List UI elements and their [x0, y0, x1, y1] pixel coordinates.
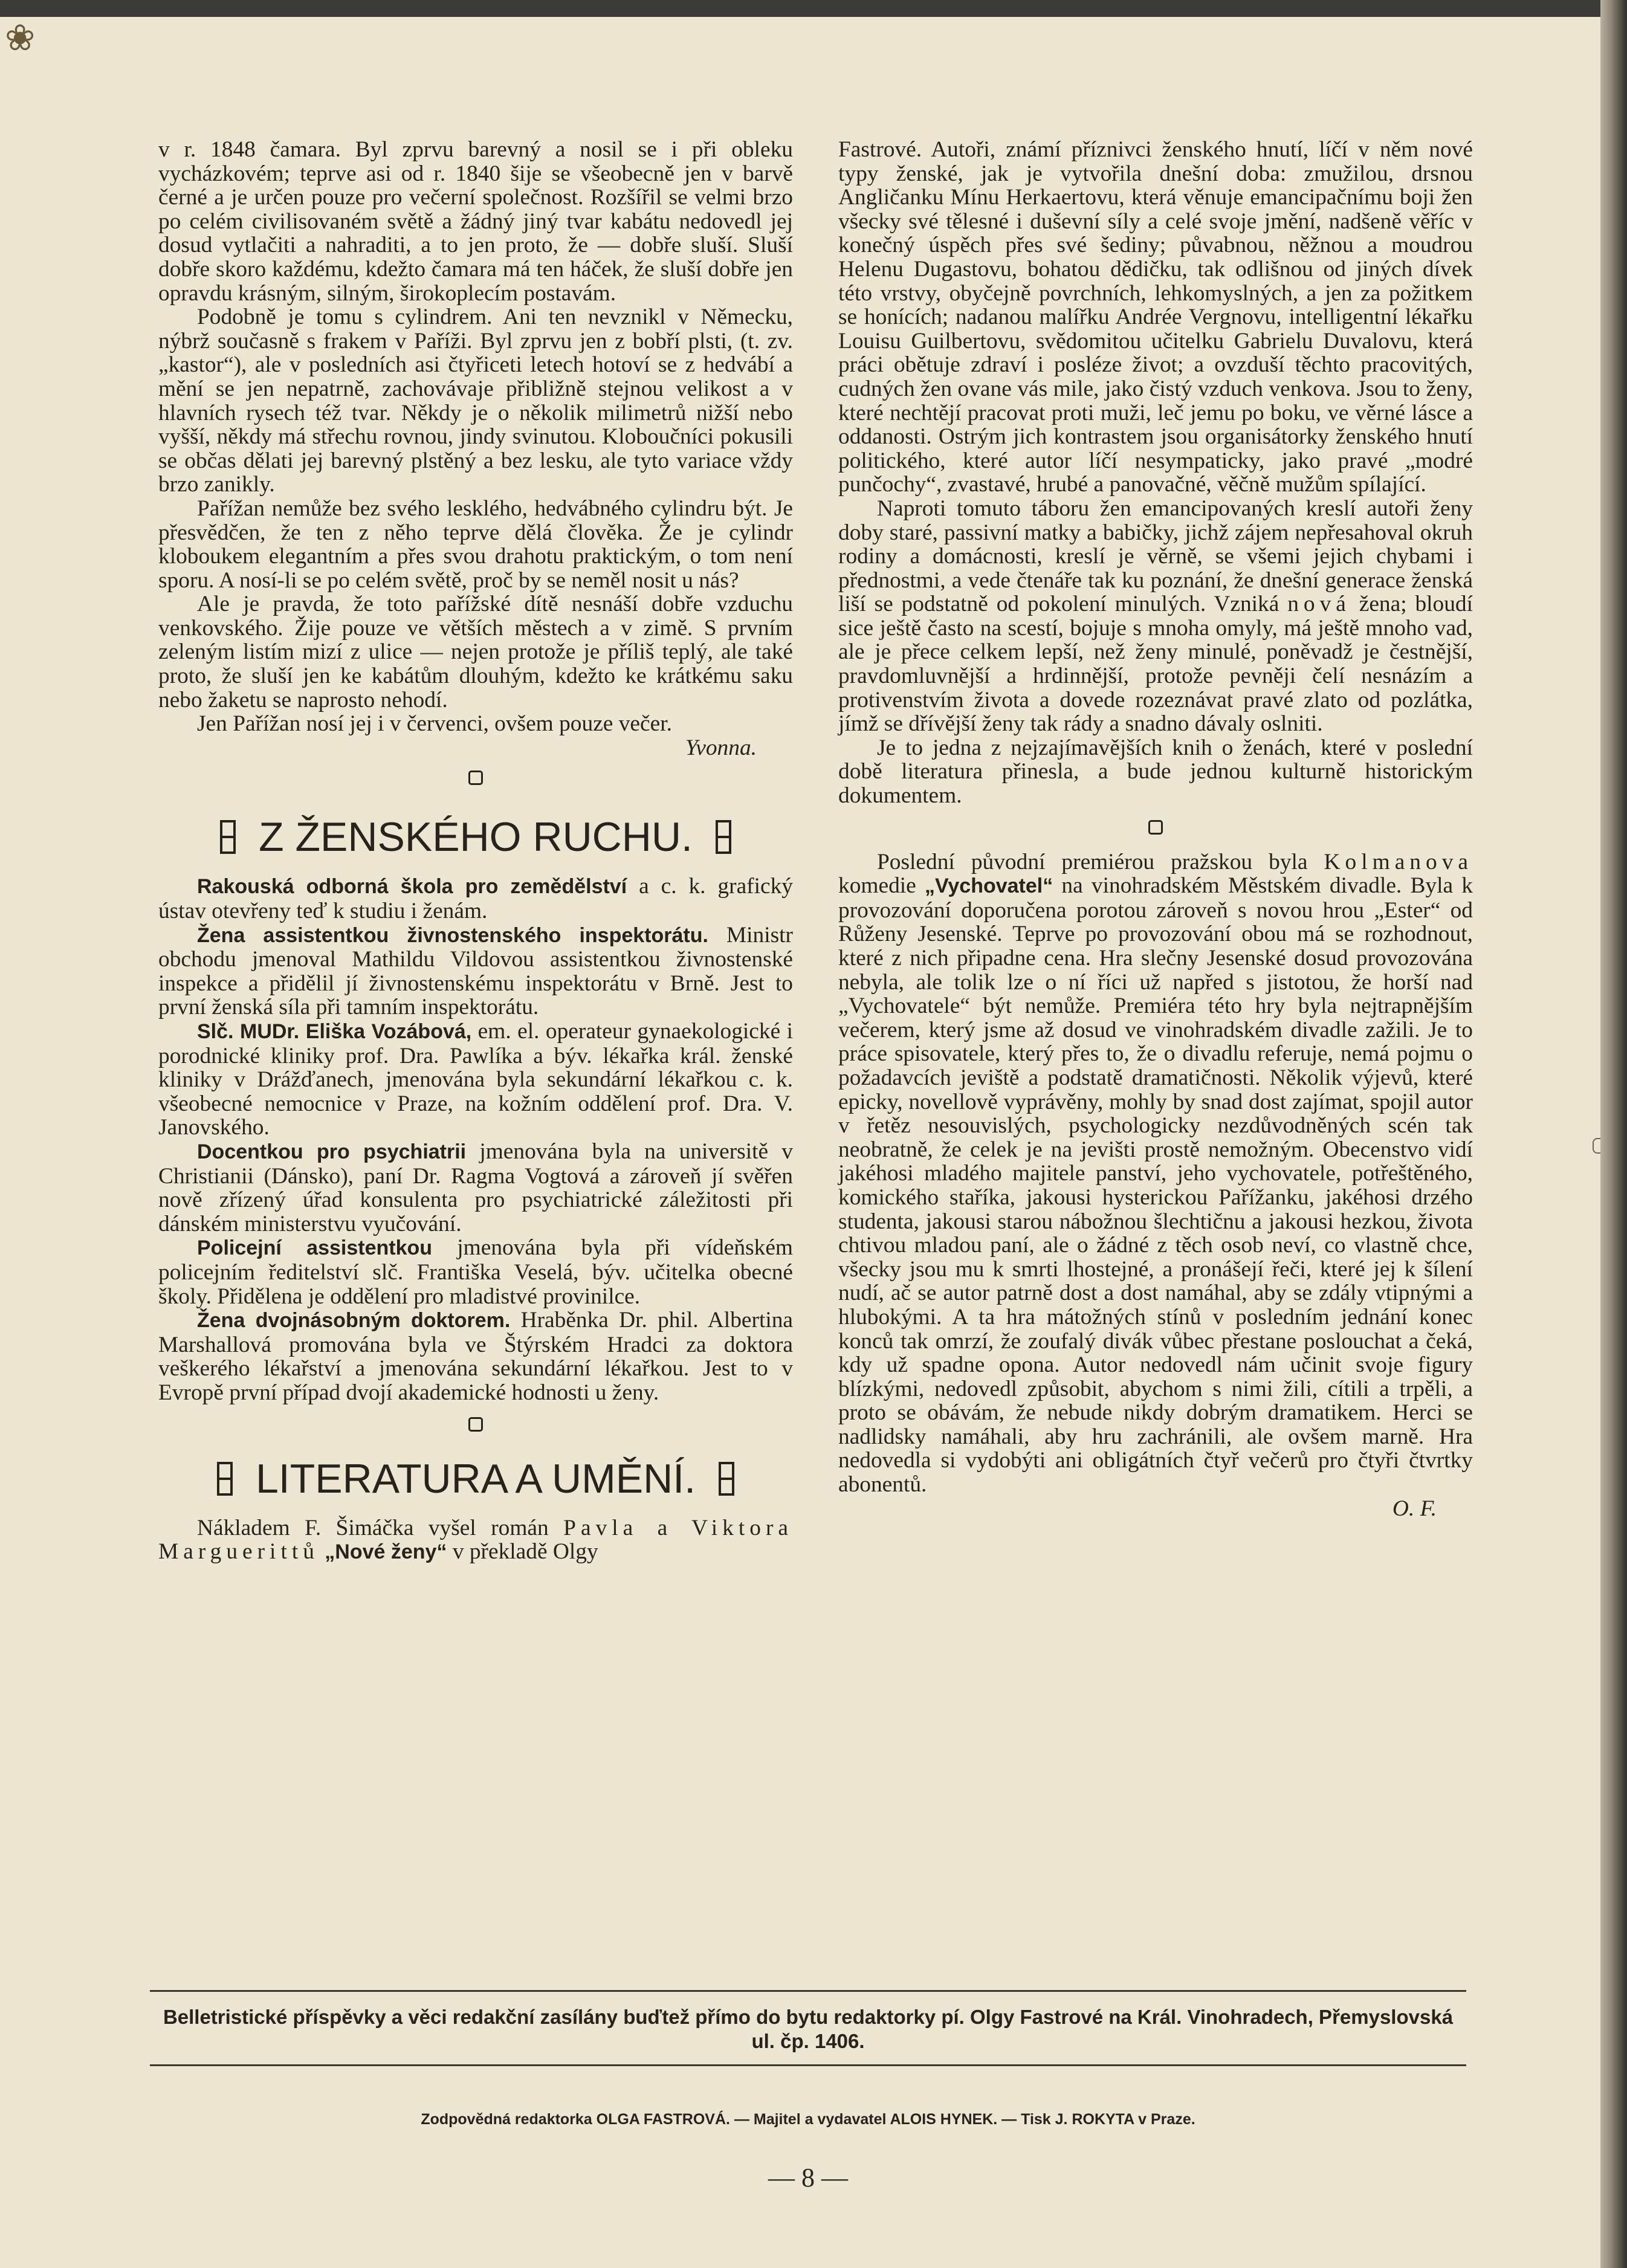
- news-text: Hraběnka Dr. phil. Albertina Marshallová promována byla ve Štýrském Hradci za doktora veškerého lékařství a jmenována sekundární lékařkou. Jest to v Evropě první případ dvojí akademické hodnosti u ženy.: [158, 1308, 794, 1405]
- news-lead: Policejní assistentkou: [197, 1236, 433, 1260]
- article-paragraph: Jen Pařížan nosí jej i v červenci, ovšem pouze večer.: [197, 711, 672, 737]
- imprint-line: Zodpovědná redaktorka OLGA FASTROVÁ. — Majitel a vydavatel ALOIS HYNEK. — Tisk J. ROKYTA v Praze.: [421, 2111, 1195, 2128]
- divider: [150, 1990, 1466, 1992]
- news-item: [158, 1019, 793, 1140]
- author-signature: O. F.: [1392, 1496, 1437, 1521]
- news-item: [158, 1236, 793, 1308]
- playwright-name: Kolmanova: [1324, 849, 1473, 874]
- article-paragraph: v r. 1848 čamara. Byl zprvu barevný a nosil se i při obleku vycházkovém; teprve asi od r. 1840 šije se všeobecně jen v barvě černé a je určen pouze pro večerní společnost. Rozšířil se velmi brzo po celém civilisovaném světě a žádný jiný tvar kabátu nedovedl jej dosud vytlačiti a nahraditi, a to jen proto, že — dobře sluší. Sluší dobře skoro každému, kdežto čamara má ten háček, že sluší dobře jen opravdu krásným, silným, širokoplecím postavám.: [158, 137, 793, 306]
- bracket-box-icon: [716, 820, 731, 854]
- news-lead: Docentkou pro psychiatrii: [197, 1140, 467, 1163]
- news-lead: Slč. MUDr. Eliška Vozábová,: [197, 1020, 472, 1043]
- review-paragraph: Naproti tomuto táboru žen emancipovaných kreslí autoři ženy doby staré, passivní matky a babičky, jichž zájem nepřesahoval okruh rodiny a domácnosti, kreslí je věrně, se všemi jejich chybami i přednostmi, a vede čtenáře tak ku poznání, že dnešní generace ženská liší se podstatně od pokolení minulých. Vzniká nová žena; bloudí sice ještě často na scestí, bojuje s mnoha omyly, má ještě mnoho vad, ale je přece celkem lepší, než ženy minulé, poněvadž je čestnější, pravdomluvnější a hrdinnější, protože pevněji čelí nesnázím a protivenstvím života a dovede rozeznávat pravé zlato od pozlátka, jímž se dřívější ženy tak rády a snadno dávaly oslniti.: [838, 496, 1473, 737]
- section-heading: [158, 1447, 793, 1510]
- news-lead: Žena assistentkou živnostenského inspektorátu.: [197, 923, 708, 947]
- author-signature: Yvonna.: [685, 735, 757, 760]
- square-outline-icon: [468, 1417, 483, 1432]
- square-outline-icon: [468, 771, 483, 785]
- news-text: jmenována byla při vídeňském policejním ředitelství slč. Františka Veselá, býv. učitelka obecné školy. Přidělena je oddělení pro mladistvé provinilce.: [158, 1235, 793, 1309]
- section-heading: [158, 806, 793, 868]
- binding-mark: [1593, 1138, 1600, 1154]
- news-lead: Rakouská odborná škola pro zemědělství: [197, 875, 627, 899]
- square-outline-icon: [1148, 820, 1163, 835]
- bracket-box-icon: [220, 820, 236, 854]
- novel-authors: Pavla a Viktora Marguerittů: [158, 1515, 793, 1565]
- emphasis-text: nová: [1287, 592, 1351, 617]
- magazine-page: [0, 17, 1600, 2268]
- news-item: [158, 1308, 793, 1404]
- article-paragraph: Podobně je tomu s cylindrem. Ani ten nevznikl v Německu, nýbrž současně s frakem v Paříži. Byl zprvu jen z bobří plsti, (t. zv. „kastor“), ale v posledních asi čtyřiceti letech hotoví se z hedvábí a mění se jen nepatrně, zachovávaje přibližně stejnou velikost a v hlavních rysech též tvar. Někdy je o několik milimetrů nižší nebo vyšší, někdy má střechu rovnou, jindy svinutou. Kloboučníci pokusili se občas dělati jej barevný plstěný a bez lesku, ale tyto variace vždy brzo zanikly.: [158, 305, 793, 497]
- bracket-box-icon: [719, 1462, 734, 1496]
- right-column: [838, 138, 1473, 1520]
- editorial-notice: Belletristické příspěvky a věci redakční zasílány buďtež přímo do bytu redaktorky pí. Olgy Fastrové na Král. Vinohradech, Přemyslovská ul. čp. 1406.: [163, 2006, 1454, 2052]
- left-column: [158, 138, 793, 1565]
- news-text: jmenována byla na universitě v Christianii (Dánsko), paní Dr. Ragma Vogtová a zároveň jí svěřen nově zřízený úřad konsulenta pro psychiatrické záležitosti při dánském ministerstvu vyučování.: [158, 1139, 793, 1236]
- news-item: [158, 923, 793, 1019]
- section-title: Z ŽENSKÉHO RUCHU.: [259, 814, 693, 861]
- theatre-review: Poslední původní premiérou pražskou byla Kolmanova komedie „Vychovatel“ na vinohradském Městském divadle. Byla k provozování doporučena porotou zároveň s novou hrou „Ester“ od Růženy Jesenské. Teprve po provozování obou má se rozhodnout, které z nich připadne cena. Hra slečny Jesenské dosud provozována nebyla, ale tolik lze o ní říci už napřed s jistotou, že horší nad „Vychovatele“ být nemůže. Premiéra této hry byla nejtrapnějším večerem, který jsme až dosud ve vinohradském divadle zažili. Je to práce spisovatele, který přes to, že o divadlu referuje, nemá pojmu o požadavcích jeviště a podstatě dramatičnosti. Několik výjevů, které epicky, novellově vyprávěny, mohly by snad dost zajímat, spojil autor v řetěz nesouvislých, psychologicky nezdůvodněných scén tak neobratně, že celek je na jevišti prostě nemožným. Obecenstvo vidí jakéhosi mladého majitele panství, jeho vychovatele, potřeštěného, komického staříka, jakousi hysterickou Pařížanku, jakéhosi drzého studenta, jakousi starou nábožnou šlechtičnu a jakousi hezkou, života chtivou mladou paní, ale o žádné z těch osob neví, co vlastně chce, všecky jsou mu k smrti lhostejné, a pronášejí řeči, které jej k šílení nudí, ač se autor patrně dost a dost namáhal, aby se zdály vtipnými a hlubokými. A ta hra mátožných stínů v posledním jednání konec konců tak omrzí, že zoufalý divák vůbec přestane poslouchat a čeká, kdy už spadne opona. Autor nedovedl nám učinit svoje figury blízkými, nedovedl způsobit, abychom s nimi žili, cítili a trpěli, a proto se obávám, že nebude nikdy dobrým dramatikem. Herci se nadlidsky namáhali, aby hru zachránili, ale ovšem marně. Hra nedovedla si vydobýti ani obligátních čtyř večerů pro čtyři čtvrtky abonentů.: [838, 849, 1473, 1497]
- news-item: [158, 1140, 793, 1236]
- section-title: LITERATURA A UMĚNÍ.: [255, 1455, 696, 1502]
- article-paragraph: Pařížan nemůže bez svého lesklého, hedvábného cylindru být. Je přesvědčen, že ten z něho teprve dělá člověka. Že je cylindr kloboukem elegantním a přes svou drahotu praktickým, o tom není sporu. A nosí-li se po celém světě, proč by se neměl nosit u nás?: [158, 496, 793, 593]
- book-spine-shadow: [1600, 0, 1627, 2268]
- divider: [150, 2064, 1466, 2066]
- ink-blot-mark: ❀: [5, 18, 36, 58]
- review-paragraph: Fastrové. Autoři, známí příznivci ženského hnutí, líčí v něm nové typy ženské, jak je vytvořila dnešní doba: zmužilou, drsnou Angličanku Mínu Herkaertovu, která věnuje emancipačnímu boji žen všecky své tělesné i duševní síly a celé svoje jmění, nadšeně věříc v konečný úspěch přes své šediny; půvabnou, něžnou a moudrou Helenu Dugastovu, bohatou dědičku, tak odlišnou od jiných dívek této vrstvy, obyčejně povrchních, lehkomyslných, a jen za požitkem se honících; nadanou malířku Andrée Vergnovu, intelligentní lékařku Louisu Guilbertovu, svědomitou učitelku Gabrielu Duvalovu, která práci obětuje zdraví i posléze život; a ovzduší těchto pracovitých, cudných žen ovane vás mile, jako čistý vzduch venkova. Jsou to ženy, které nechtějí pracovat proti muži, leč jemu po boku, ve věrné lásce a oddanosti. Ostrým jich kontrastem jsou organisátorky ženského hnutí politického, které autor líčí nesympaticky, jako pravé „modré punčochy“, zvastavé, hrubé a panovačné, věčně mužům spílající.: [838, 137, 1473, 497]
- news-text: a c. k. grafický ústav otevřeny teď k studiu i ženám.: [158, 874, 793, 924]
- news-text: Ministr obchodu jmenoval Mathildu Vildovou assistentkou živnostenské inspekce a přidělil jí živnostenskému inspektorátu v Brně. Jest to první ženská síla při tamním inspektorátu.: [158, 922, 793, 1020]
- article-paragraph: Ale je pravda, že toto pařížské dítě nesnáší dobře vzduchu venkovského. Žije pouze ve větších městech a v zimě. S prvním zeleným listím mizí z ulice — nejen protože je příliš teplý, ale také proto, že sluší jen ke kabátům dlouhým, kdežto ke krátkému saku nebo žaketu se naprosto nehodí.: [158, 592, 793, 712]
- bracket-box-icon: [217, 1462, 233, 1496]
- review-paragraph: Je to jedna z nejzajímavějších knih o ženách, které v poslední době literatura přinesla, a bude jednou kulturně historickým dokumentem.: [838, 735, 1473, 809]
- page-number: — 8 —: [768, 2163, 848, 2192]
- novel-title: „Nové ženy“: [325, 1540, 447, 1564]
- news-item: [158, 874, 793, 923]
- news-lead: Žena dvojnásobným doktorem.: [197, 1309, 511, 1333]
- play-title: „Vychovatel“: [924, 874, 1053, 898]
- news-text: em. el. operateur gynaekologické i porodnické kliniky prof. Dra. Pawlíka a býv. lékařka král. ženské kliniky v Drážďanech, jmenována byla sekundární lékařkou c. k. všeobecné nemocnice v Praze, na kožním oddělení prof. Dra. V. Janovského.: [158, 1019, 794, 1140]
- review-paragraph: Nákladem F. Šimáčka vyšel román Pavla a Viktora Marguerittů „Nové ženy“ v překladě Olgy: [158, 1515, 793, 1565]
